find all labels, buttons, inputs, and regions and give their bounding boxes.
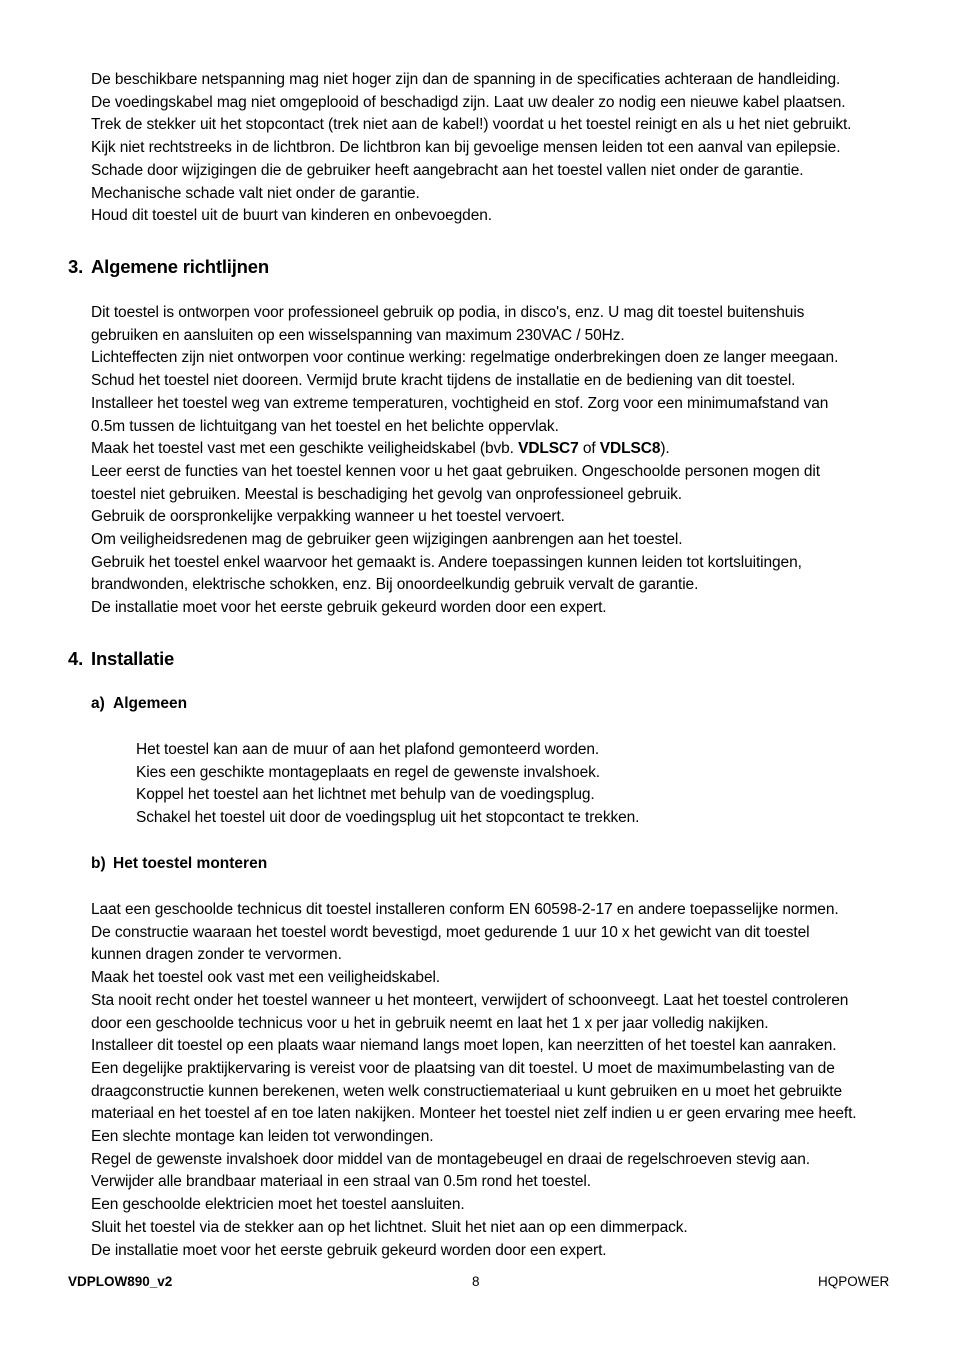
text-line: Regel de gewenste invalshoek door middel van de montagebeugel en draai de regelschroeven stevig aan. [91, 1150, 810, 1168]
text-line: gebruiken en aansluiten op een wisselspanning van maximum 230VAC / 50Hz. [91, 326, 625, 344]
text-line: Maak het toestel ook vast met een veiligheidskabel. [91, 969, 441, 987]
section-title: Algemene richtlijnen [91, 256, 269, 277]
text-line: materiaal en het toestel af en toe laten nakijken. Monteer het toestel niet zelf indien u er geen ervaring mee heeft. [91, 1105, 857, 1123]
text-fragment: of [578, 440, 600, 458]
text-line: toestel niet gebruiken. Meestal is beschadiging het gevolg van onprofessioneel gebruik. [91, 485, 683, 503]
text-line: Mechanische schade valt niet onder de garantie. [91, 184, 420, 202]
text-line: Het toestel kan aan de muur of aan het plafond gemonteerd worden. [136, 741, 600, 758]
text-line: Om veiligheidsredenen mag de gebruiker geen wijzigingen aanbrengen aan het toestel. [91, 531, 683, 549]
text-line: Laat een geschoolde technicus dit toestel installeren conform EN 60598-2-17 en andere toepasselijke normen. [91, 901, 839, 918]
subsection-a-heading [91, 695, 187, 713]
text-line: 0.5m tussen de lichtuitgang van het toestel en het belichte oppervlak. [91, 417, 559, 435]
text-line: kunnen dragen zonder te vervormen. [91, 946, 342, 964]
text-fragment: Maak het toestel vast met een geschikte veiligheidskabel (bvb. [91, 440, 519, 458]
section-number: 4. [68, 648, 84, 669]
text-line: Schakel het toestel uit door de voedingsplug uit het stopcontact te trekken. [136, 809, 640, 827]
text-line: Kies een geschikte montageplaats en regel de gewenste invalshoek. [136, 763, 600, 781]
text-line: Sluit het toestel via de stekker aan op het lichtnet. Sluit het niet aan op een dimmerpack. [91, 1218, 688, 1236]
text-line: brandwonden, elektrische schokken, enz. Bij onoordeelkundig gebruik vervalt de garantie. [91, 576, 699, 594]
text-line: De voedingskabel mag niet omgeplooid of beschadigd zijn. Laat uw dealer zo nodig een nieuwe kabel plaatsen. [91, 93, 846, 111]
safety-cable-line [91, 438, 891, 461]
subsection-title: Algemeen [113, 695, 188, 712]
text-line: Trek de stekker uit het stopcontact (trek niet aan de kabel!) voordat u het toestel reinigt en als u het niet gebruikt. [91, 116, 852, 134]
text-line: De beschikbare netspanning mag niet hoger zijn dan de spanning in de specificaties achteraan de handleiding. [91, 71, 841, 88]
text-line: Schud het toestel niet dooreen. Vermijd brute kracht tijdens de installatie en de bediening van dit toestel. [91, 372, 796, 390]
text-line: Koppel het toestel aan het lichtnet met behulp van de voedingsplug. [136, 786, 595, 804]
text-line: Dit toestel is ontworpen voor professioneel gebruik op podia, in disco's, enz. U mag dit toestel buitenshuis [91, 304, 805, 321]
text-line: Een degelijke praktijkervaring is vereist voor de plaatsing van dit toestel. U moet de maximumbelasting van de [91, 1059, 835, 1077]
text-line: De installatie moet voor het eerste gebruik gekeurd worden door een expert. [91, 1241, 607, 1259]
model-code: VDLSC7 [518, 440, 579, 458]
section-title: Installatie [91, 648, 175, 669]
model-code: VDLSC8 [599, 440, 661, 458]
subsection-title: Het toestel monteren [113, 855, 268, 872]
text-line: Verwijder alle brandbaar materiaal in een straal van 0.5m rond het toestel. [91, 1173, 591, 1191]
text-line: Een geschoolde elektricien moet het toestel aansluiten. [91, 1196, 465, 1214]
footer-model-code: VDPLOW890_v2 [68, 1274, 173, 1289]
text-line: Sta nooit recht onder het toestel wanneer u het monteert, verwijdert of schoonveegt. Laat het toestel controleren [91, 991, 849, 1009]
text-line: Een slechte montage kan leiden tot verwondingen. [91, 1128, 434, 1146]
section-3-heading [68, 256, 269, 278]
safety-paragraph [91, 69, 891, 228]
subsection-b-heading [91, 855, 267, 873]
text-line: De installatie moet voor het eerste gebruik gekeurd worden door een expert. [91, 599, 607, 617]
text-line: Installeer dit toestel op een plaats waar niemand langs moet lopen, kan neerzitten of het toestel kan aanraken. [91, 1037, 837, 1055]
text-line: Houd dit toestel uit de buurt van kinderen en onbevoegden. [91, 207, 492, 225]
text-line: Gebruik de oorspronkelijke verpakking wanneer u het toestel vervoert. [91, 508, 565, 526]
text-line: draagconstructie kunnen berekenen, weten welk constructiemateriaal u kunt gebruiken en u moet het gebruikte [91, 1082, 842, 1100]
page-number: 8 [472, 1274, 480, 1289]
subsection-a-body [136, 739, 936, 830]
text-line: De constructie waaraan het toestel wordt bevestigd, moet gedurende 1 uur 10 x het gewicht van dit toestel [91, 923, 810, 941]
section-4-heading [68, 648, 174, 670]
text-line: Kijk niet rechtstreeks in de lichtbron. De lichtbron kan bij gevoelige mensen leiden tot een aanval van epilepsie. [91, 139, 841, 157]
text-line: door een geschoolde technicus voor u het in gebruik neemt en laat het 1 x per jaar volledig nakijken. [91, 1014, 769, 1032]
text-line: Lichteffecten zijn niet ontworpen voor continue werking: regelmatige onderbrekingen doen ze langer meegaan. [91, 349, 839, 367]
section-3-body [91, 302, 891, 620]
text-fragment: ). [660, 440, 670, 458]
footer-brand: HQPOWER [818, 1274, 890, 1289]
text-line: Installeer het toestel weg van extreme temperaturen, vochtigheid en stof. Zorg voor een minimumafstand van [91, 394, 829, 412]
subsection-number: b) [91, 855, 106, 872]
subsection-b-body [91, 899, 891, 1262]
text-line: Leer eerst de functies van het toestel kennen voor u het gaat gebruiken. Ongeschoolde personen mogen dit [91, 462, 820, 480]
text-line: Schade door wijzigingen die de gebruiker heeft aangebracht aan het toestel vallen niet onder de garantie. [91, 161, 804, 179]
subsection-number: a) [91, 695, 105, 712]
section-number: 3. [68, 256, 84, 277]
text-line: Gebruik het toestel enkel waarvoor het gemaakt is. Andere toepassingen kunnen leiden tot kortsluitingen, [91, 553, 802, 571]
